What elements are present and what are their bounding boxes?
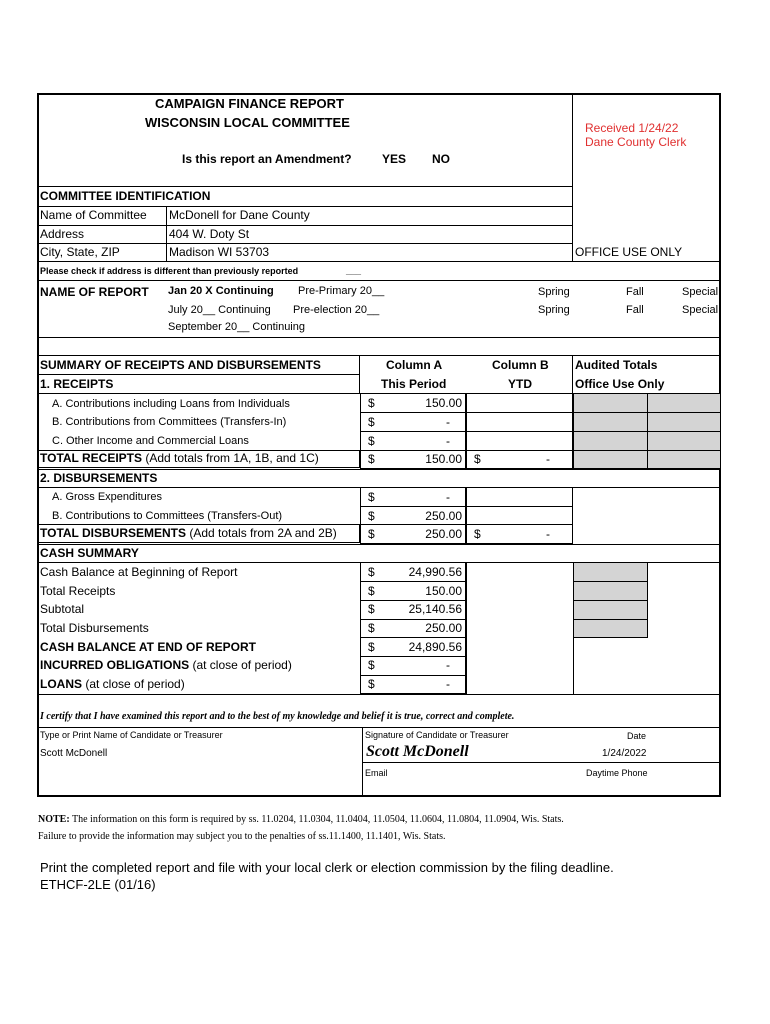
- receipt-line-c-label: C. Other Income and Commercial Loans: [52, 435, 249, 447]
- signature-label: Signature of Candidate or Treasurer: [365, 730, 509, 740]
- report-option-fall-2[interactable]: Fall: [626, 304, 644, 316]
- divider: [38, 186, 573, 187]
- form-title-line2: WISCONSIN LOCAL COMMITTEE: [145, 115, 350, 130]
- divider: [466, 562, 467, 694]
- dollar-sign: $: [368, 509, 375, 523]
- report-option-jan[interactable]: Jan 20 X Continuing: [168, 285, 274, 297]
- audited-cell: [573, 600, 648, 620]
- disbursement-b-value[interactable]: 250.00: [425, 509, 462, 523]
- loans-value[interactable]: -: [446, 677, 450, 691]
- report-option-fall[interactable]: Fall: [626, 286, 644, 298]
- report-option-special[interactable]: Special: [682, 286, 719, 298]
- total-receipts-bold: TOTAL RECEIPTS: [40, 451, 143, 465]
- dollar-sign: $: [368, 434, 375, 448]
- column-a-subheading: This Period: [381, 377, 447, 391]
- cash-beginning-label: Cash Balance at Beginning of Report: [40, 565, 238, 579]
- incurred-obligations-note: (at close of period): [189, 658, 292, 672]
- form-id: ETHCF-2LE (01/16): [40, 877, 156, 892]
- penalty-note: Failure to provide the information may subject you to the penalties of ss.11.1400, 11.1401, Wis. Stats.: [38, 831, 446, 842]
- audited-cell: [573, 431, 648, 451]
- audited-cell: [573, 393, 648, 413]
- dollar-sign: $: [368, 584, 375, 598]
- receipt-line-b-label: B. Contributions from Committees (Transfers-In): [52, 416, 287, 428]
- incurred-obligations-value[interactable]: -: [446, 658, 450, 672]
- daytime-phone-label[interactable]: Daytime Phone: [586, 768, 648, 778]
- cash-end-label: CASH BALANCE AT END OF REPORT: [40, 640, 256, 654]
- audited-cell: [573, 412, 648, 432]
- total-disbursements-label: [40, 526, 337, 540]
- date-field[interactable]: 1/24/2022: [602, 748, 647, 759]
- dollar-sign: $: [368, 658, 375, 672]
- loans-note: (at close of period): [82, 677, 185, 691]
- receipt-c-value[interactable]: -: [446, 434, 450, 448]
- divider: [38, 694, 721, 695]
- divider: [647, 562, 648, 638]
- note-text: The information on this form is required by ss. 11.0204, 11.0304, 11.0404, 11.0504, 11.0604, 11.0804, 11.0904, Wis. Stats.: [69, 814, 564, 825]
- receipt-b-value[interactable]: -: [446, 415, 450, 429]
- divider: [360, 637, 466, 638]
- audited-cell: [573, 581, 648, 601]
- disbursement-line-b-label: B. Contributions to Committees (Transfers-Out): [52, 510, 283, 522]
- cash-beginning-value[interactable]: 24,990.56: [408, 565, 462, 579]
- divider: [360, 431, 466, 432]
- divider: [572, 355, 573, 393]
- total-receipts-instruction: (Add totals from 1A, 1B, and 1C): [142, 451, 319, 465]
- dollar-sign: $: [368, 677, 375, 691]
- audited-cell: [573, 619, 648, 638]
- divider: [466, 506, 573, 507]
- divider: [466, 524, 573, 525]
- divider: [360, 524, 466, 525]
- divider: [37, 374, 360, 375]
- committee-name-field[interactable]: McDonell for Dane County: [169, 208, 310, 222]
- dollar-sign: $: [368, 565, 375, 579]
- signature-field[interactable]: Scott McDonell: [366, 743, 469, 760]
- divider: [466, 412, 573, 413]
- total-disbursements-ytd-value[interactable]: -: [546, 527, 550, 541]
- received-stamp-line1: Received 1/24/22: [585, 121, 679, 135]
- total-receipts-label: [40, 451, 319, 465]
- divider: [360, 619, 466, 620]
- divider: [38, 280, 721, 281]
- receipt-line-a-label: A. Contributions including Loans from Individuals: [52, 398, 290, 410]
- cash-total-disbursements-label: Total Disbursements: [40, 621, 149, 635]
- divider: [360, 581, 466, 582]
- dollar-sign: $: [368, 602, 375, 616]
- committee-name-label: Name of Committee: [40, 208, 147, 222]
- divider: [466, 450, 573, 451]
- disbursements-heading: 2. DISBURSEMENTS: [40, 471, 158, 485]
- print-name-label: Type or Print Name of Candidate or Treasurer: [40, 730, 223, 740]
- divider: [38, 261, 721, 262]
- divider: [38, 243, 573, 244]
- incurred-obligations-bold: INCURRED OBLIGATIONS: [40, 658, 190, 672]
- amendment-yes[interactable]: YES: [382, 152, 407, 166]
- audited-cell: [647, 412, 721, 432]
- receipts-heading: 1. RECEIPTS: [40, 377, 114, 391]
- amendment-no[interactable]: NO: [432, 152, 450, 166]
- divider: [362, 762, 721, 763]
- divider: [38, 337, 721, 338]
- total-receipts-ytd-value[interactable]: -: [546, 452, 550, 466]
- disbursement-line-a-label: A. Gross Expenditures: [52, 491, 163, 503]
- certification-statement: I certify that I have examined this report and to the best of my knowledge and belief it is true, correct and complete.: [40, 711, 515, 722]
- print-name-field[interactable]: Scott McDonell: [40, 748, 108, 759]
- loans-label: [40, 677, 185, 691]
- address-change-note: Please check if address is different than previously reported: [40, 266, 299, 276]
- divider: [360, 675, 466, 676]
- dollar-sign: $: [474, 452, 481, 466]
- total-receipts-value[interactable]: 150.00: [425, 452, 462, 466]
- city-state-zip-field[interactable]: Madison WI 53703: [169, 245, 270, 259]
- report-option-spring-2[interactable]: Spring: [538, 304, 570, 316]
- column-b-subheading: YTD: [508, 377, 532, 391]
- divider: [38, 225, 573, 226]
- dollar-sign: $: [368, 527, 375, 541]
- divider: [360, 656, 466, 657]
- divider: [360, 450, 466, 451]
- divider: [360, 506, 466, 507]
- audited-totals-subheading: Office Use Only: [575, 377, 665, 391]
- column-a-heading: Column A: [386, 358, 443, 372]
- report-option-spring[interactable]: Spring: [538, 286, 570, 298]
- cash-subtotal-label: Subtotal: [40, 602, 85, 616]
- divider: [466, 431, 573, 432]
- address-label: Address: [40, 227, 85, 241]
- dollar-sign: $: [368, 621, 375, 635]
- audited-cell: [573, 450, 648, 469]
- date-label: Date: [627, 731, 647, 741]
- report-name-label: NAME OF REPORT: [40, 285, 149, 299]
- audited-cell: [647, 450, 721, 469]
- received-stamp-line2: Dane County Clerk: [585, 135, 687, 149]
- incurred-obligations-label: [40, 658, 292, 672]
- email-label[interactable]: Email: [365, 768, 388, 778]
- address-change-checkbox[interactable]: ___: [346, 266, 362, 276]
- total-disbursements-instruction: (Add totals from 2A and 2B): [186, 526, 337, 540]
- cash-total-receipts-label: Total Receipts: [40, 584, 116, 598]
- summary-heading: SUMMARY OF RECEIPTS AND DISBURSEMENTS: [40, 358, 321, 372]
- cash-summary-heading: CASH SUMMARY: [40, 546, 139, 560]
- amendment-question: Is this report an Amendment?: [182, 152, 352, 166]
- form-title-line1: CAMPAIGN FINANCE REPORT: [155, 96, 344, 111]
- dollar-sign: $: [368, 396, 375, 410]
- audited-totals-heading: Audited Totals: [575, 358, 658, 372]
- office-use-divider: [572, 95, 573, 261]
- office-use-only-label: OFFICE USE ONLY: [575, 245, 683, 259]
- report-option-july[interactable]: July 20__ Continuing: [168, 304, 271, 316]
- divider: [38, 206, 573, 207]
- report-option-september[interactable]: September 20__ Continuing: [168, 321, 305, 333]
- divider: [360, 600, 466, 601]
- divider: [573, 562, 574, 694]
- cash-total-receipts-value[interactable]: 150.00: [425, 584, 462, 598]
- loans-bold: LOANS: [40, 677, 82, 691]
- total-disbursements-value[interactable]: 250.00: [425, 527, 462, 541]
- audited-cell: [647, 431, 721, 451]
- divider: [166, 206, 167, 261]
- column-b-heading: Column B: [492, 358, 549, 372]
- divider: [38, 727, 721, 728]
- dollar-sign: $: [368, 415, 375, 429]
- dollar-sign: $: [368, 452, 375, 466]
- dollar-sign: $: [368, 490, 375, 504]
- dollar-sign: $: [474, 527, 481, 541]
- disbursement-a-value[interactable]: -: [446, 490, 450, 504]
- report-option-preprimary[interactable]: Pre-Primary 20__: [298, 285, 385, 297]
- filing-instruction: Print the completed report and file with your local clerk or election commission by the filing deadline.: [40, 860, 614, 875]
- audited-cell: [573, 562, 648, 582]
- cash-total-disbursements-value[interactable]: 250.00: [425, 621, 462, 635]
- receipt-a-value[interactable]: 150.00: [425, 396, 462, 410]
- cash-end-value[interactable]: 24,890.56: [408, 640, 462, 654]
- audited-cell: [647, 393, 721, 413]
- statutory-note: [38, 814, 564, 825]
- note-prefix: NOTE:: [38, 814, 70, 825]
- report-option-special-2[interactable]: Special: [682, 304, 719, 316]
- cash-subtotal-value[interactable]: 25,140.56: [408, 602, 462, 616]
- city-state-zip-label: City, State, ZIP: [40, 245, 120, 259]
- address-field[interactable]: 404 W. Doty St: [169, 227, 250, 241]
- divider: [360, 412, 466, 413]
- committee-heading: COMMITTEE IDENTIFICATION: [40, 189, 211, 203]
- divider: [38, 469, 721, 470]
- report-option-preelection[interactable]: Pre-election 20__: [293, 304, 380, 316]
- dollar-sign: $: [368, 640, 375, 654]
- total-disbursements-bold: TOTAL DISBURSEMENTS: [40, 526, 187, 540]
- divider: [38, 544, 721, 545]
